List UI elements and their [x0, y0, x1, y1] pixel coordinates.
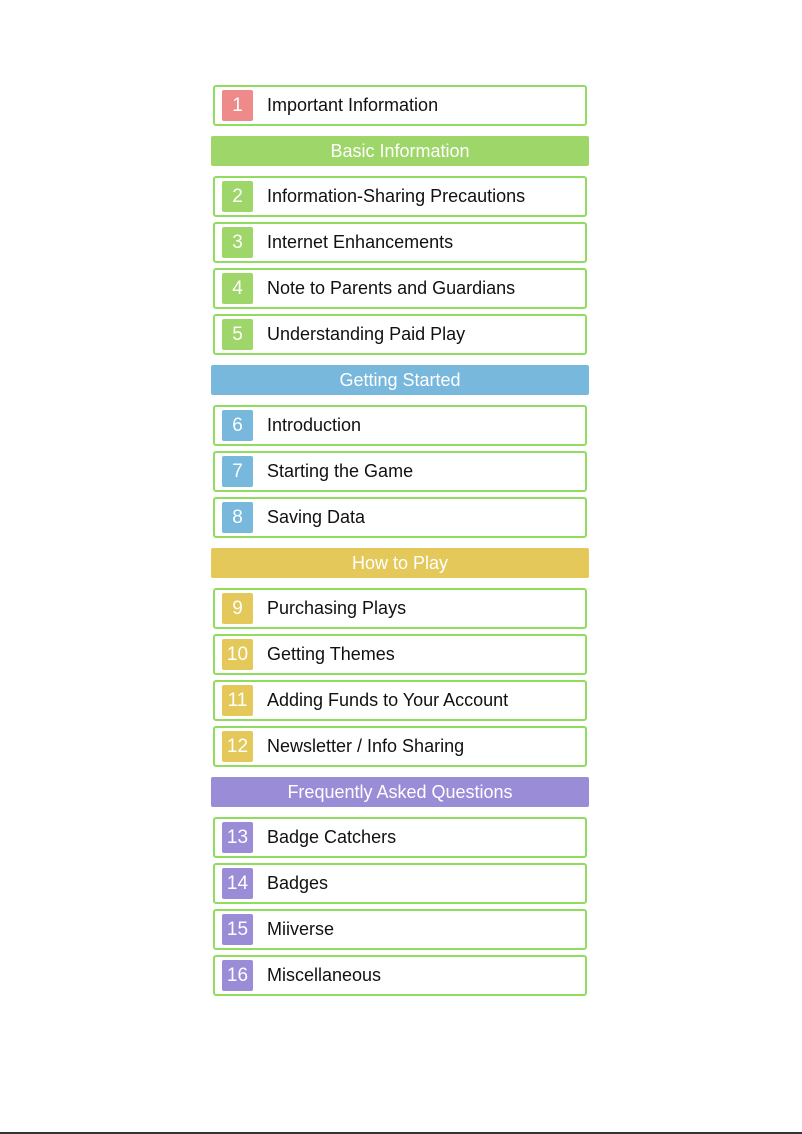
- item-number-badge: 13: [222, 822, 253, 853]
- item-number-badge: 4: [222, 273, 253, 304]
- menu-item[interactable]: [213, 863, 587, 904]
- menu-item[interactable]: [213, 497, 587, 538]
- menu-item-label: Badge Catchers: [267, 827, 397, 847]
- item-number-badge: 14: [222, 868, 253, 899]
- menu-item-label: Note to Parents and Guardians: [267, 278, 516, 298]
- menu-item-label: Miscellaneous: [267, 965, 382, 985]
- menu-item-label: Newsletter / Info Sharing: [267, 736, 465, 756]
- menu-item-label: Getting Themes: [267, 644, 395, 664]
- menu-item-label: Adding Funds to Your Account: [267, 690, 509, 710]
- item-number-badge: 3: [222, 227, 253, 258]
- menu-item[interactable]: [213, 451, 587, 492]
- item-number-badge: 11: [222, 685, 253, 716]
- section-header: Frequently Asked Questions: [211, 777, 589, 807]
- manual-table-of-contents: [211, 85, 589, 1001]
- item-number-badge: 5: [222, 319, 253, 350]
- menu-item[interactable]: [213, 634, 587, 675]
- menu-item[interactable]: [213, 405, 587, 446]
- item-number-badge: 1: [222, 90, 253, 121]
- item-number-badge: 12: [222, 731, 253, 762]
- section-header: How to Play: [211, 548, 589, 578]
- item-number-badge: 10: [222, 639, 253, 670]
- menu-item[interactable]: [213, 268, 587, 309]
- section-header: Getting Started: [211, 365, 589, 395]
- menu-item-label: Saving Data: [267, 507, 366, 527]
- menu-item-label: Purchasing Plays: [267, 598, 407, 618]
- item-number-badge: 15: [222, 914, 253, 945]
- menu-item[interactable]: [213, 726, 587, 767]
- menu-item[interactable]: [213, 680, 587, 721]
- menu-item[interactable]: [213, 314, 587, 355]
- menu-item-label: Badges: [267, 873, 329, 893]
- menu-item[interactable]: [213, 588, 587, 629]
- menu-item-label: Understanding Paid Play: [267, 324, 466, 344]
- menu-item[interactable]: [213, 85, 587, 126]
- item-number-badge: 6: [222, 410, 253, 441]
- item-number-badge: 2: [222, 181, 253, 212]
- menu-item-label: Internet Enhancements: [267, 232, 454, 252]
- menu-item[interactable]: [213, 222, 587, 263]
- menu-item-label: Important Information: [267, 95, 439, 115]
- item-number-badge: 9: [222, 593, 253, 624]
- menu-item[interactable]: [213, 955, 587, 996]
- item-number-badge: 8: [222, 502, 253, 533]
- menu-item[interactable]: [213, 176, 587, 217]
- menu-item[interactable]: [213, 817, 587, 858]
- menu-item-label: Miiverse: [267, 919, 335, 939]
- item-number-badge: 7: [222, 456, 253, 487]
- menu-item-label: Starting the Game: [267, 461, 414, 481]
- menu-item[interactable]: [213, 909, 587, 950]
- item-number-badge: 16: [222, 960, 253, 991]
- menu-item-label: Introduction: [267, 415, 362, 435]
- menu-item-label: Information-Sharing Precautions: [267, 186, 526, 206]
- section-header: Basic Information: [211, 136, 589, 166]
